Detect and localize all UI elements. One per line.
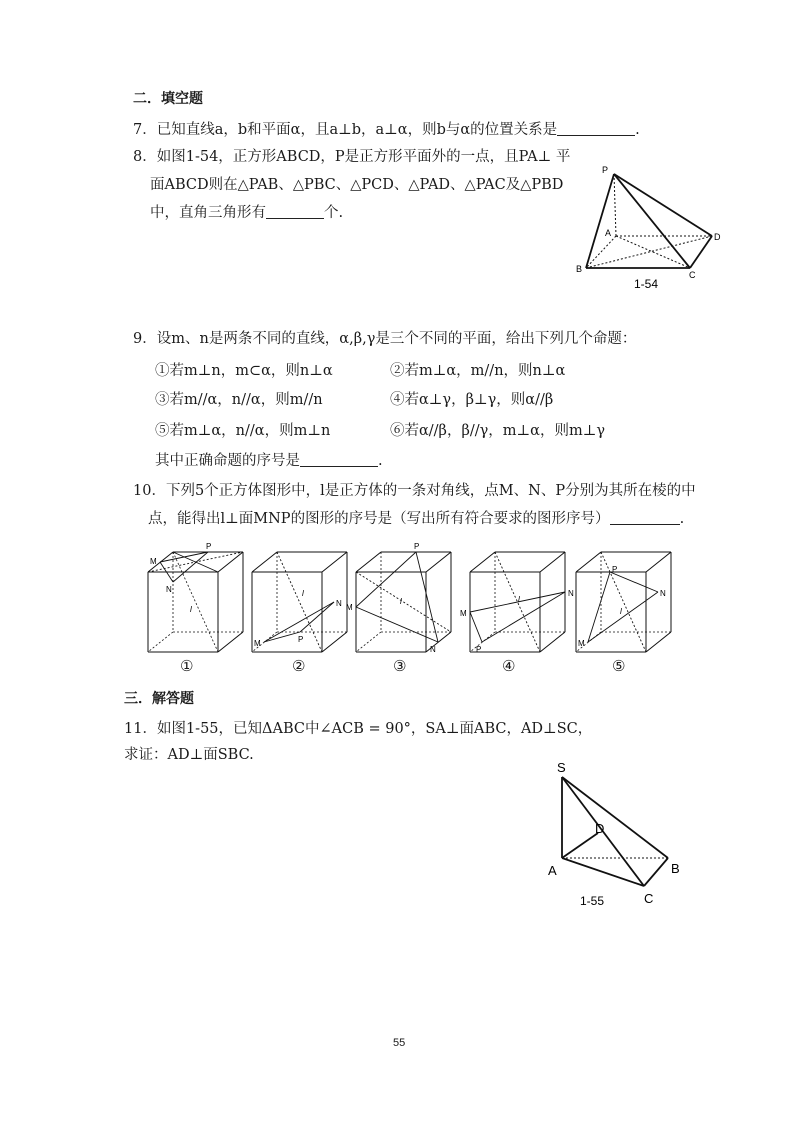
- question-7: 7．已知直线a，b和平面α，且a⊥b，a⊥α，则b与α的位置关系是 .: [133, 122, 640, 138]
- label-M: M: [254, 639, 261, 648]
- question-9-answer-line: 其中正确命题的序号是 .: [155, 453, 383, 469]
- label-l: l: [518, 595, 520, 604]
- question-10-line-2: 点，能得出l⊥面MNP的图形的序号是（写出所有符合要求的图形序号） .: [148, 511, 685, 527]
- cube-number-3: ③: [393, 657, 407, 675]
- segment-AD: [562, 833, 598, 858]
- cube-1: [148, 542, 243, 652]
- proposition-3: ③若m//α，n//α，则m//n: [155, 392, 323, 408]
- proposition-6: ⑥若α//β，β//γ，m⊥α，则m⊥γ: [390, 423, 605, 439]
- edge-PA: [614, 174, 616, 236]
- label-D: D: [714, 232, 721, 242]
- diagonal-l: [601, 552, 646, 652]
- label-P: P: [206, 542, 212, 551]
- cube-figures: [140, 540, 680, 685]
- question-8-line-3: [150, 203, 343, 223]
- edge-PB: [586, 174, 614, 268]
- label-l: l: [400, 597, 402, 606]
- edge-PD: [614, 174, 712, 236]
- label-B: B: [671, 861, 680, 876]
- section-heading-solutions: 三．解答题: [124, 691, 194, 707]
- label-S: S: [557, 760, 566, 775]
- label-N: N: [660, 589, 666, 598]
- label-A: A: [548, 863, 557, 878]
- figure-1-54: [572, 160, 732, 300]
- label-A: A: [605, 228, 612, 238]
- edge-PC: [614, 174, 690, 268]
- cube-3: [346, 542, 451, 654]
- section-heading-fill-in: 二．填空题: [133, 91, 203, 107]
- label-M: M: [460, 609, 467, 618]
- figure-caption-1-54: 1-54: [634, 277, 659, 291]
- proposition-2: ②若m⊥α，m//n，则n⊥α: [390, 363, 566, 379]
- label-P: P: [602, 165, 609, 175]
- cube-2: [252, 552, 347, 652]
- label-C: C: [644, 891, 654, 906]
- label-N: N: [430, 645, 436, 654]
- question-10-line-2-text: 点，能得出l⊥面MNP的图形的序号是（写出所有符合要求的图形序号）: [148, 511, 610, 527]
- label-B: B: [576, 264, 583, 274]
- label-P: P: [414, 542, 420, 551]
- cube-number-4: ④: [502, 657, 516, 675]
- label-D: D: [595, 821, 605, 836]
- question-10-line-1: 10．下列5个正方体图形中，l是正方体的一条对角线，点M、N、P分别为其所在棱的中: [133, 483, 696, 499]
- label-P: P: [612, 565, 618, 574]
- question-8-line-3b: 个.: [324, 205, 344, 221]
- cube-number-1: ①: [180, 657, 194, 675]
- label-M: M: [346, 603, 353, 612]
- question-7-text: 7．已知直线a，b和平面α，且a⊥b，a⊥α，则b与α的位置关系是: [133, 122, 558, 138]
- cube-number-5: ⑤: [612, 657, 626, 675]
- diagonal-l: [356, 572, 451, 632]
- label-P: P: [476, 645, 482, 654]
- cube-number-2: ②: [292, 657, 306, 675]
- label-M: M: [150, 557, 157, 566]
- edge-CB: [644, 858, 668, 886]
- label-P: P: [298, 635, 304, 644]
- label-N: N: [336, 599, 342, 608]
- cube-4: [460, 552, 574, 654]
- question-8-line-2: 面ABCD则在△PAB、△PBC、△PCD、△PAD、△PAC及△PBD: [150, 177, 564, 193]
- answer-blank-10[interactable]: [610, 510, 680, 525]
- label-M: M: [578, 639, 585, 648]
- label-l: l: [302, 589, 304, 598]
- proposition-5: ⑤若m⊥α，n//α，则m⊥n: [155, 423, 331, 439]
- question-8-line-1: 8．如图1-54，正方形ABCD，P是正方形平面外的一点，且PA⊥ 平: [133, 149, 571, 165]
- answer-blank-7[interactable]: [557, 121, 635, 136]
- question-11-line-1: 11．如图1-55，已知ΔABC中∠ACB = 90°，SA⊥面ABC，AD⊥SC，: [124, 721, 593, 737]
- page-number: 55: [393, 1037, 406, 1049]
- proposition-4: ④若α⊥γ，β⊥γ，则α//β: [390, 392, 554, 408]
- question-11-line-2: 求证：AD⊥面SBC.: [124, 747, 254, 763]
- question-9-answer-prefix: 其中正确命题的序号是: [155, 453, 300, 469]
- question-8-line-3a: 中，直角三角形有: [150, 205, 266, 221]
- label-N: N: [166, 585, 172, 594]
- figure-caption-1-55: 1-55: [580, 894, 605, 908]
- proposition-1: ①若m⊥n，m⊂α，则n⊥α: [155, 363, 333, 379]
- diagonal-l: [173, 552, 218, 652]
- figure-1-55: [540, 755, 690, 915]
- label-l: l: [620, 607, 622, 616]
- answer-blank-9[interactable]: [300, 452, 378, 467]
- edge-AC: [616, 236, 690, 268]
- label-N: N: [568, 589, 574, 598]
- answer-blank-8[interactable]: [266, 204, 324, 219]
- question-9-intro: 9．设m、n是两条不同的直线，α,β,γ是三个不同的平面，给出下列几个命题：: [133, 331, 637, 347]
- edge-AC: [562, 858, 644, 886]
- cube-5: [576, 552, 671, 652]
- edge-CD: [690, 236, 712, 268]
- label-l: l: [190, 605, 192, 614]
- edge-SB: [562, 777, 668, 858]
- label-C: C: [689, 270, 696, 280]
